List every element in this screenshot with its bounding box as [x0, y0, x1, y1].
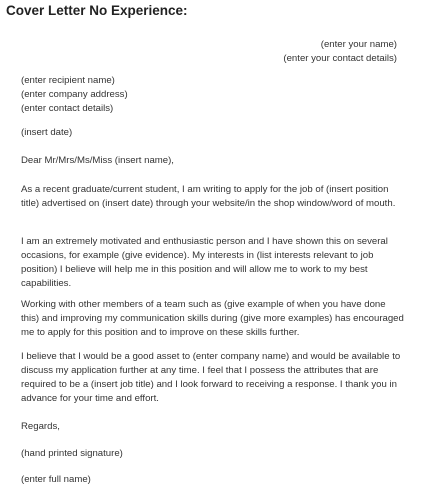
paragraph-motivation: I am an extremely motivated and enthusiastic person and I have shown this on several occasions, for example (give evidence). My interests in (list interests relevant to job position) I believe will help me in this position and will allow me to work to my best capabilities. [21, 236, 388, 289]
paragraph-intro: As a recent graduate/current student, I am writing to apply for the job of (insert position title) advertised on (insert date) through your website/in the shop window/word of mouth. [21, 184, 396, 209]
signature-placeholder: (hand printed signature) [21, 448, 123, 459]
full-name-placeholder: (enter full name) [21, 474, 91, 485]
letter-date: (insert date) [21, 127, 73, 138]
sender-name: (enter your name) [320, 39, 397, 50]
sender-contact: (enter your contact details) [283, 53, 397, 64]
recipient-contact: (enter contact details) [21, 103, 114, 114]
paragraph-closing-statement: I believe that I would be a good asset to (enter company name) and would be available to discuss my application further at any time. I feel that I possess the attributes that are required to be a (insert job title) and I look forward to receiving a response. I thank you in advance for your time and effort. [21, 351, 401, 404]
salutation: Dear Mr/Mrs/Ms/Miss (insert name), [21, 155, 174, 166]
recipient-name: (enter recipient name) [21, 75, 115, 86]
closing-regards: Regards, [21, 421, 60, 432]
sender-block [283, 38, 397, 66]
document-title: Cover Letter No Experience: [6, 3, 188, 18]
paragraph-teamwork: Working with other members of a team such as (give example of when you have done this) and improving my communication skills during (give more examples) has encouraged me to apply for this position and to improve on these skills further. [21, 299, 404, 338]
recipient-block [21, 74, 128, 116]
recipient-address: (enter company address) [21, 89, 128, 100]
